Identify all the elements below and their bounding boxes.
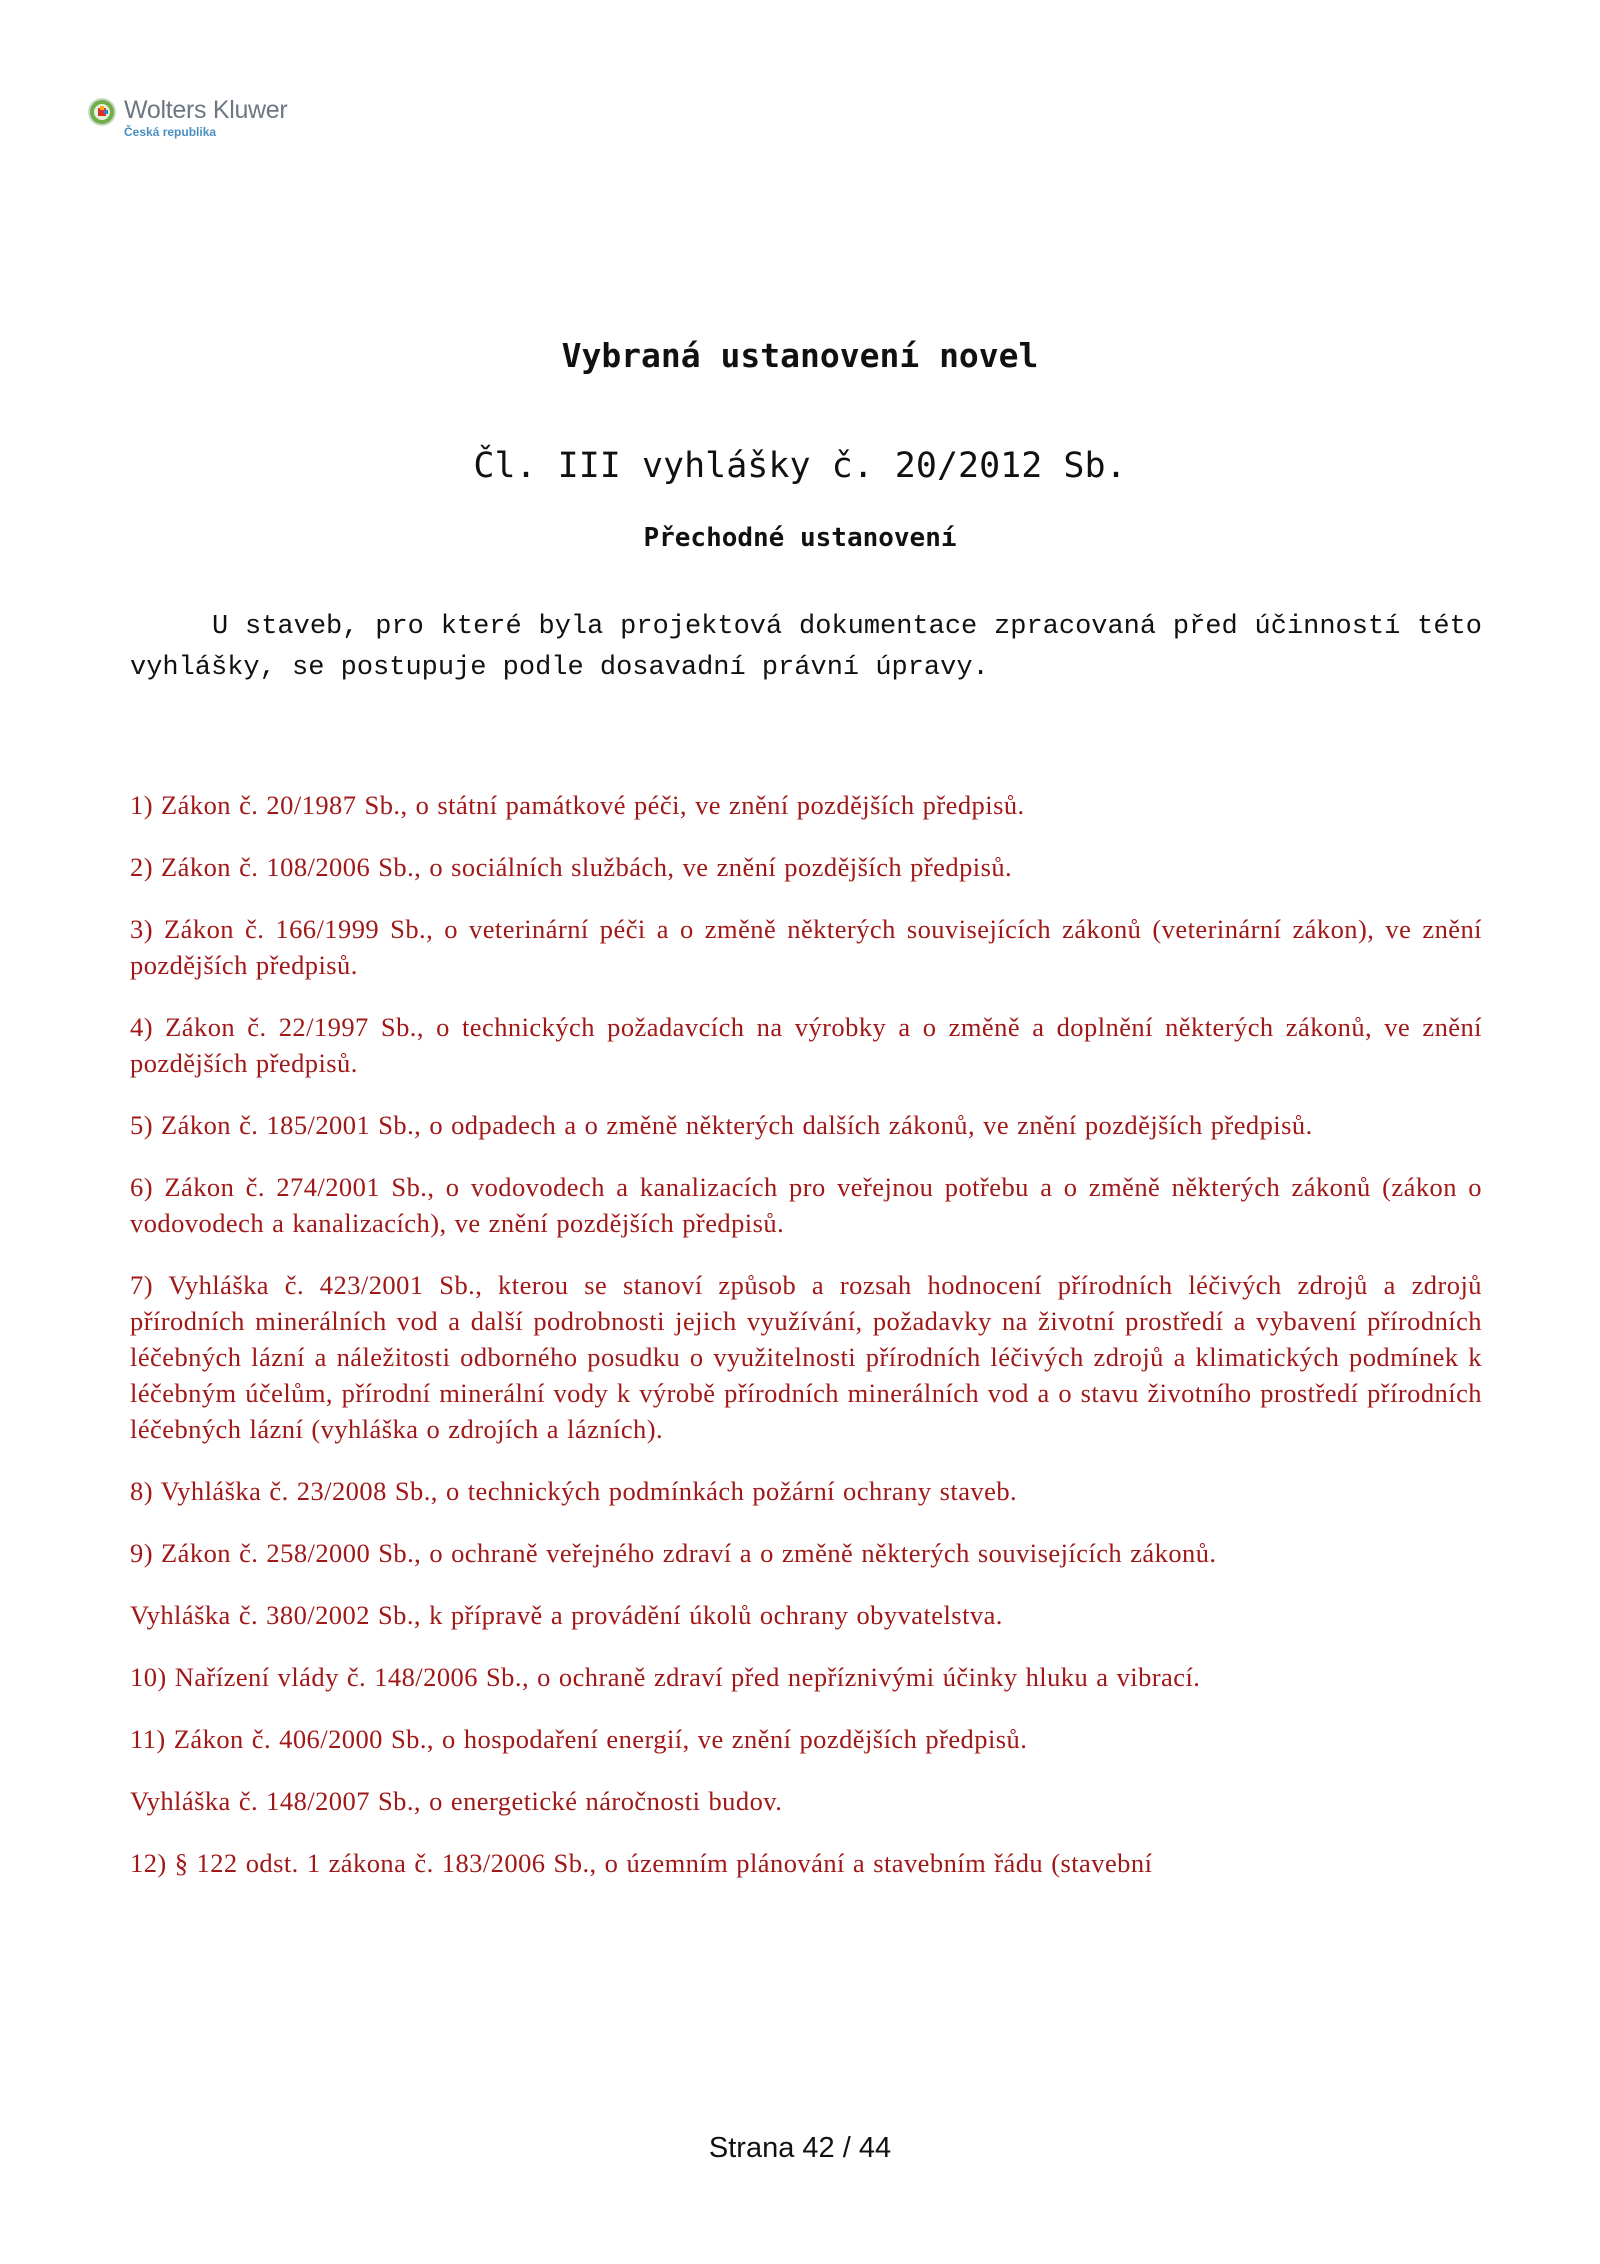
- section-heading: Přechodné ustanovení: [643, 523, 957, 553]
- footnote-3: 3) Zákon č. 166/1999 Sb., o veterinární péči a o změně některých souvisejících zákonů (veterinární zákon), ve znění pozdějších předpisů.: [130, 914, 1482, 980]
- footnote-9-decree: Vyhláška č. 380/2002 Sb., k přípravě a provádění úkolů ochrany obyvatelstva.: [130, 1600, 1003, 1630]
- page-title: Vybraná ustanovení novel: [561, 336, 1039, 375]
- publisher-logo: [86, 96, 326, 140]
- wolters-kluwer-globe-icon: [86, 96, 118, 128]
- logo-name: Wolters Kluwer: [124, 96, 288, 124]
- footnote-2: 2) Zákon č. 108/2006 Sb., o sociálních službách, ve znění pozdějších předpisů.: [130, 852, 1013, 882]
- footnote-7: 7) Vyhláška č. 423/2001 Sb., kterou se stanoví způsob a rozsah hodnocení přírodních léčivých zdrojů a zdrojů přírodních minerálních vod a další podrobnosti jejich využívání, požadavky na životní prostředí a vybavení přírodních léčebných lázní a náležitosti odborného posudku o využitelnosti přírodních léčivých zdrojů a klimatických podmínek k léčebným účelům, přírodní minerální vody k výrobě přírodních minerálních vod a o stavu životního prostředí přírodních léčebných lázní (vyhláška o zdrojích a lázních).: [130, 1270, 1482, 1444]
- footnote-9: 9) Zákon č. 258/2000 Sb., o ochraně veřejného zdraví a o změně některých souvisejících zákonů.: [130, 1538, 1217, 1568]
- footnotes-list: [130, 787, 1482, 1907]
- footnote-11: 11) Zákon č. 406/2000 Sb., o hospodaření energií, ve znění pozdějších předpisů.: [130, 1724, 1028, 1754]
- body-paragraph: U staveb, pro které byla projektová dokumentace zpracovaná před účinností této vyhlášky, se postupuje podle dosavadní právní úpravy.: [130, 612, 1482, 683]
- article-heading: Čl. III vyhlášky č. 20/2012 Sb.: [473, 446, 1127, 486]
- footnote-8: 8) Vyhláška č. 23/2008 Sb., o technických podmínkách požární ochrany staveb.: [130, 1476, 1018, 1506]
- footnote-10: 10) Nařízení vlády č. 148/2006 Sb., o ochraně zdraví před nepříznivými účinky hluku a vibrací.: [130, 1662, 1201, 1692]
- page-number: Strana 42 / 44: [708, 2132, 892, 2164]
- footnote-6: 6) Zákon č. 274/2001 Sb., o vodovodech a kanalizacích pro veřejnou potřebu a o změně některých zákonů (zákon o vodovodech a kanalizacích), ve znění pozdějších předpisů.: [130, 1172, 1482, 1238]
- footnote-4: 4) Zákon č. 22/1997 Sb., o technických požadavcích na výrobky a o změně a doplnění některých zákonů, ve znění pozdějších předpisů.: [130, 1012, 1482, 1078]
- footnote-5: 5) Zákon č. 185/2001 Sb., o odpadech a o změně některých dalších zákonů, ve znění pozdějších předpisů.: [130, 1110, 1313, 1140]
- footnote-11-decree: Vyhláška č. 148/2007 Sb., o energetické náročnosti budov.: [130, 1786, 783, 1816]
- footnote-12: 12) § 122 odst. 1 zákona č. 183/2006 Sb., o územním plánování a stavebním řádu (stavební: [130, 1848, 1153, 1878]
- logo-subtitle: Česká republika: [124, 125, 217, 139]
- footnote-1: 1) Zákon č. 20/1987 Sb., o státní památkové péči, ve znění pozdějších předpisů.: [130, 790, 1025, 820]
